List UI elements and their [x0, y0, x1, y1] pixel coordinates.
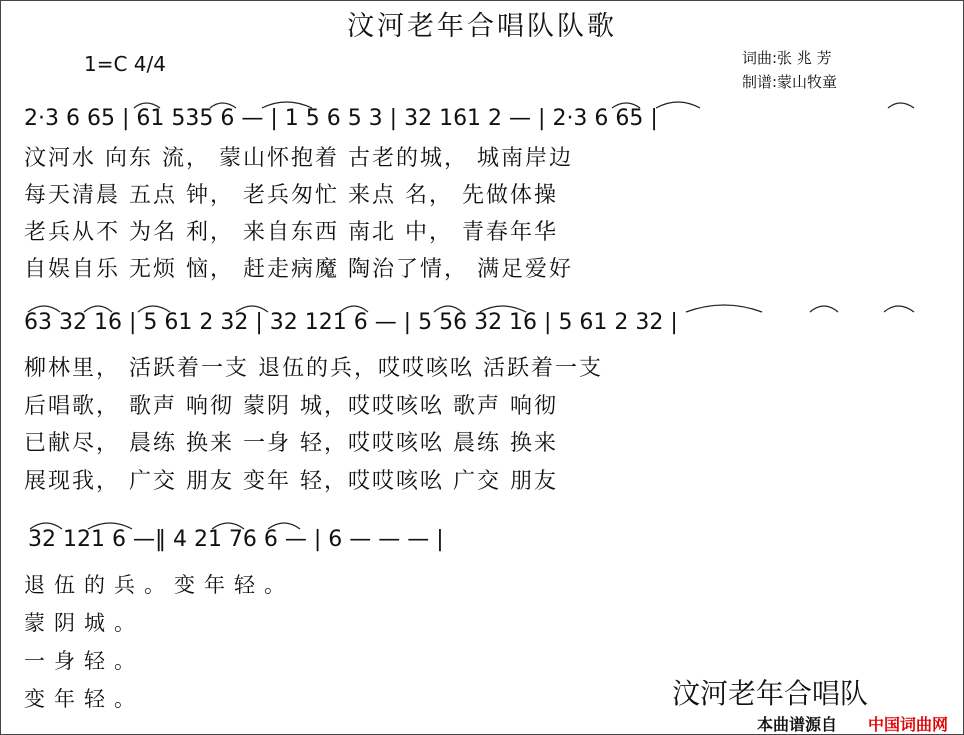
source-site-link[interactable]: 中国词曲网	[868, 715, 949, 734]
slur	[88, 523, 132, 529]
lyrics-s2-v2: 后唱歌， 歌声 响彻 蒙阴 城，哎哎咳吆 歌声 响彻	[24, 394, 558, 419]
key-signature: 1=C 4/4	[84, 52, 166, 76]
slur	[686, 305, 762, 312]
lyrics-s3-v3: 一身轻。	[24, 649, 144, 673]
lyrics-s2-v1: 柳林里， 活跃着一支 退伍的兵，哎哎咳吆 活跃着一支	[24, 356, 603, 381]
notation-credit: 制谱:蒙山牧童	[742, 73, 838, 91]
notes-system-1: 2·3 6 65 | 61 535 6 — | 1 5 6 5 3 | 32 161 2 — | 2·3 6 65 |	[24, 106, 658, 131]
notes-system-3: 32 121 6 —‖ 4 21 76 6 — | 6 — — — |	[28, 527, 444, 552]
slur	[212, 523, 244, 529]
source-label: 本曲谱源自	[757, 715, 838, 734]
slur	[888, 103, 914, 108]
lyrics-s1-v2: 每天清晨 五点 钟， 老兵匆忙 来点 名， 先做体操	[24, 183, 558, 208]
slur	[656, 102, 700, 108]
lyrics-s1-v4: 自娱自乐 无烦 恼， 赶走病魔 陶治了情， 满足爱好	[24, 257, 573, 282]
slur	[612, 103, 640, 108]
slur	[268, 523, 300, 529]
slur	[434, 306, 462, 312]
slur	[210, 103, 236, 108]
slur	[262, 102, 312, 108]
slur	[480, 306, 526, 312]
slur	[810, 306, 838, 312]
lyrics-s3-v1: 退伍的兵。变年轻。	[24, 573, 294, 597]
lyrics-s3-v2: 蒙阴城。	[24, 611, 144, 635]
lyric-music-credit: 词曲:张 兆 芳	[742, 49, 832, 67]
lyrics-s1-v1: 汶河水 向东 流， 蒙山怀抱着 古老的城， 城南岸边	[24, 146, 573, 171]
slur	[28, 306, 60, 312]
slur	[884, 306, 914, 312]
lyrics-s3-v4: 变年轻。	[24, 687, 144, 711]
slur	[236, 306, 268, 312]
slur	[30, 523, 62, 529]
slur	[340, 306, 368, 312]
slur	[134, 103, 160, 108]
lyrics-s1-v3: 老兵从不 为名 利， 来自东西 南北 中， 青春年华	[24, 220, 558, 245]
page-title: 汶河老年合唱队队歌	[347, 11, 617, 42]
slur	[84, 306, 112, 312]
lyrics-s2-v4: 展现我， 广交 朋友 变年 轻，哎哎咳吆 广交 朋友	[24, 469, 558, 494]
slur	[138, 306, 170, 312]
choir-signature: 汶河老年合唱队	[672, 677, 869, 710]
lyrics-s2-v3: 已献尽， 晨练 换来 一身 轻，哎哎咳吆 晨练 换来	[24, 431, 558, 456]
notes-system-2: 63 32 16 | 5 61 2 32 | 32 121 6 — | 5 56 32 16 | 5 61 2 32 |	[24, 310, 678, 335]
